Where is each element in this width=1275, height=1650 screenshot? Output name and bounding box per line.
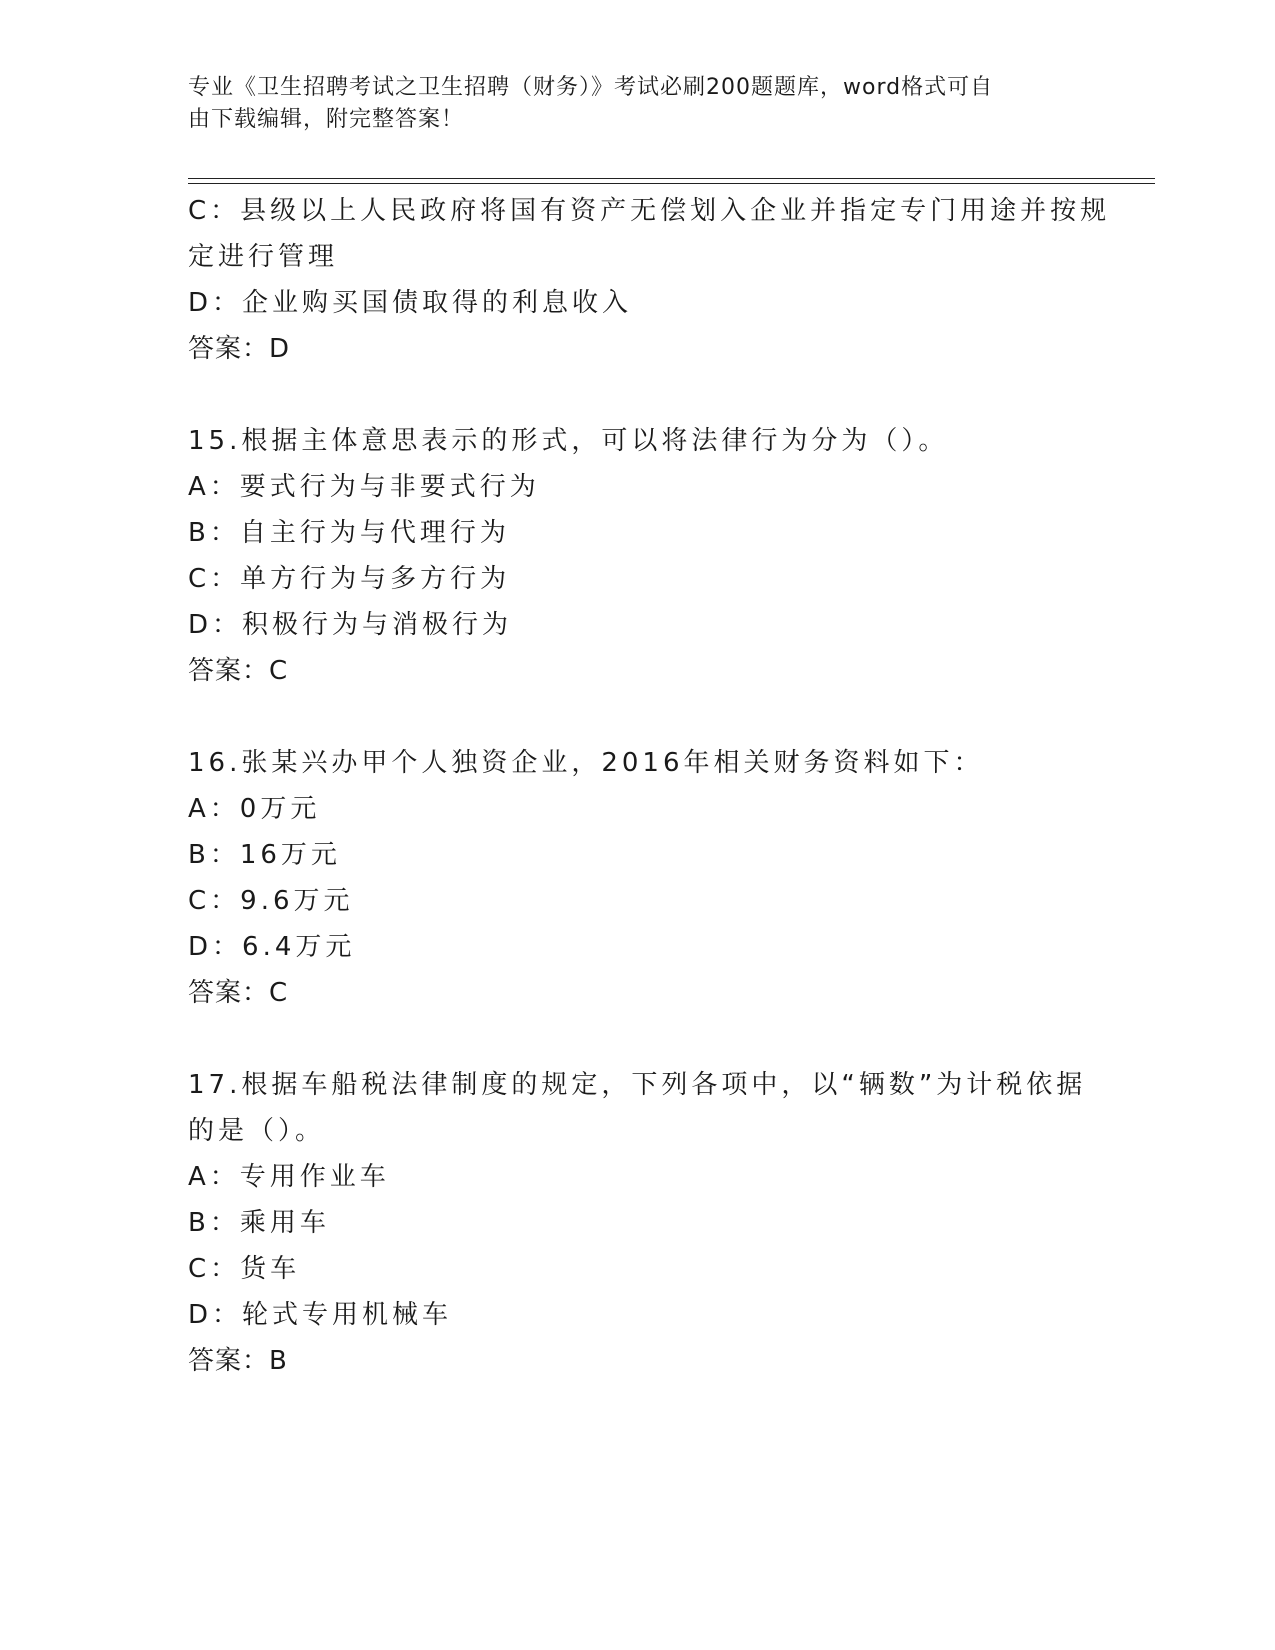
answer: 答案：B [188, 1346, 288, 1376]
option-c: C：9.6万元 [188, 886, 354, 916]
option-a: A：0万元 [188, 794, 321, 824]
question-text: 16.张某兴办甲个人独资企业，2016年相关财务资料如下： [188, 748, 984, 778]
option-b: B：16万元 [188, 840, 341, 870]
question-16 [188, 740, 1088, 1016]
spacer [188, 1016, 1088, 1062]
option-d: D：6.4万元 [188, 932, 356, 962]
option-a: A：要式行为与非要式行为 [188, 472, 540, 502]
question-17 [188, 1062, 1088, 1384]
answer: 答案：C [188, 656, 289, 686]
option-a: A：专用作业车 [188, 1162, 390, 1192]
question-text-line-1: 17.根据车船税法律制度的规定，下列各项中，以“辆数”为计税依据 [188, 1070, 1087, 1100]
question-14-continued [188, 188, 1111, 372]
header-divider-bottom [188, 183, 1155, 184]
spacer [188, 694, 1088, 740]
document-header [188, 72, 1068, 136]
question-15 [188, 418, 1088, 694]
option-b: B：乘用车 [188, 1208, 330, 1238]
header-line-2: 由下载编辑，附完整答案！ [188, 107, 465, 132]
header-divider-top [188, 178, 1155, 179]
option-d: D：积极行为与消极行为 [188, 610, 513, 640]
answer: 答案：C [188, 978, 289, 1008]
question-text: 15.根据主体意思表示的形式，可以将法律行为分为（）。 [188, 426, 949, 456]
option-c-line-2: 定进行管理 [188, 242, 339, 272]
option-c-line-1: C：县级以上人民政府将国有资产无偿划入企业并指定专门用途并按规 [188, 196, 1111, 226]
option-c: C：货车 [188, 1254, 301, 1284]
question-text-line-2: 的是（）。 [188, 1116, 326, 1146]
spacer [188, 372, 1088, 418]
option-d: D：企业购买国债取得的利息收入 [188, 288, 633, 318]
option-d: D：轮式专用机械车 [188, 1300, 453, 1330]
header-line-1: 专业《卫生招聘考试之卫生招聘（财务）》考试必刷200题题库，word格式可自 [188, 75, 994, 100]
option-b: B：自主行为与代理行为 [188, 518, 510, 548]
option-c: C：单方行为与多方行为 [188, 564, 511, 594]
document-body [188, 188, 1111, 1384]
answer: 答案：D [188, 334, 291, 364]
